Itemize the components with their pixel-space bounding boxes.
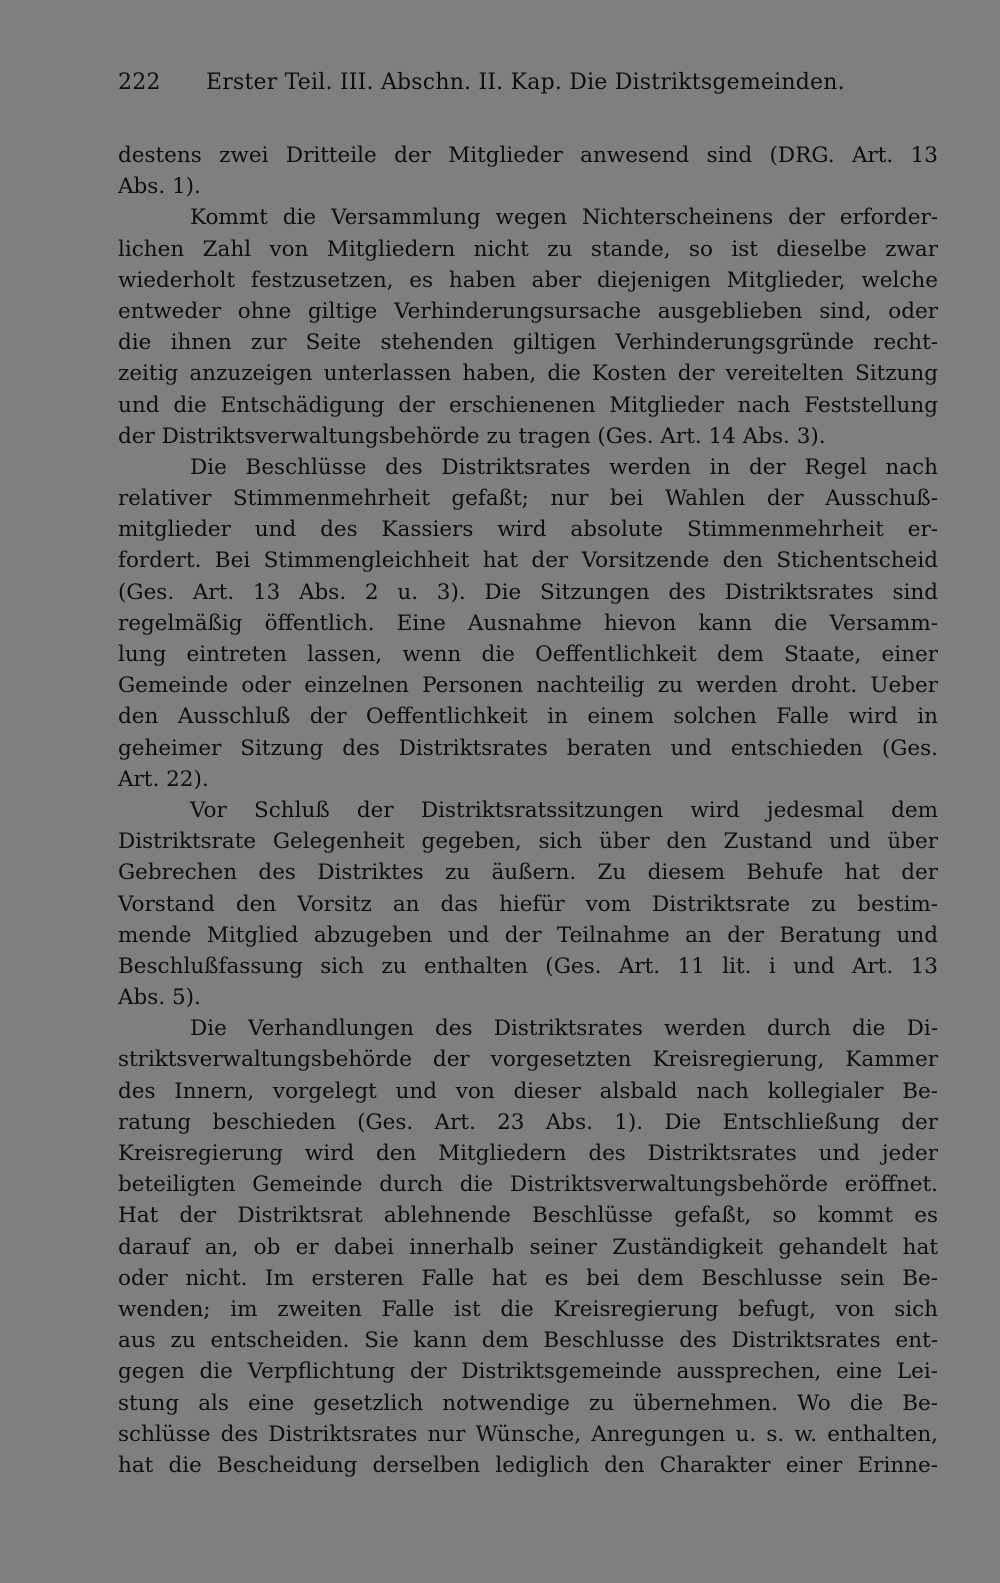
running-head — [118, 70, 878, 110]
text-line: relativer Stimmenmehrheit gefaßt; nur bei Wahlen der Ausschuß- — [118, 486, 938, 512]
text-line: darauf an, ob er dabei innerhalb seiner Zuständigkeit gehandelt hat — [118, 1234, 938, 1260]
text-line: Hat der Distriktsrat ablehnende Beschlüsse gefaßt, so kommt es — [118, 1203, 938, 1229]
body-text — [118, 140, 938, 1481]
text-line: geheimer Sitzung des Distriktsrates beraten und entschieden (Ges. — [118, 735, 938, 761]
text-line: regelmäßig öffentlich. Eine Ausnahme hievon kann die Versamm- — [118, 610, 938, 636]
text-line: zeitig anzuzeigen unterlassen haben, die Kosten der vereitelten Sitzung — [118, 361, 938, 387]
text-line: stung als eine gesetzlich notwendige zu übernehmen. Wo die Be- — [118, 1390, 938, 1416]
text-line: hat die Bescheidung derselben lediglich den Charakter einer Erinne- — [118, 1452, 938, 1478]
text-line: schlüsse des Distriktsrates nur Wünsche, Anregungen u. s. w. enthalten, — [118, 1421, 938, 1447]
text-line: Kreisregierung wird den Mitgliedern des Distriktsrates und jeder — [118, 1141, 938, 1166]
text-line: mende Mitglied abzugeben und der Teilnahme an der Beratung und — [118, 922, 938, 948]
text-line: Art. 22). — [118, 766, 209, 792]
text-line: lung eintreten lassen, wenn die Oeffentlichkeit dem Staate, einer — [118, 642, 938, 667]
text-line: Kommt die Versammlung wegen Nichterscheinens der erforder- — [190, 205, 938, 231]
text-line: Abs. 5). — [118, 985, 201, 1011]
text-line: ratung beschieden (Ges. Art. 23 Abs. 1). Die Entschließung der — [118, 1109, 938, 1135]
text-line: gegen die Verpflichtung der Distriktsgemeinde aussprechen, eine Lei- — [118, 1359, 938, 1385]
text-line: Distriktsrate Gelegenheit gegeben, sich über den Zustand und über — [118, 829, 938, 855]
text-line: (Ges. Art. 13 Abs. 2 u. 3). Die Sitzungen des Distriktsrates sind — [118, 579, 938, 605]
text-line: Gebrechen des Distriktes zu äußern. Zu diesem Behufe hat der — [118, 860, 938, 886]
page-number: 222 — [118, 70, 161, 95]
text-line: Vorstand den Vorsitz an das hiefür vom Distriktsrate zu bestim- — [118, 891, 938, 917]
text-line: entweder ohne giltige Verhinderungsursache ausgeblieben sind, oder — [118, 298, 938, 324]
text-line: destens zwei Dritteile der Mitglieder anwesend sind (DRG. Art. 13 — [118, 143, 938, 168]
text-line: Abs. 1). — [118, 174, 201, 200]
text-line: mitglieder und des Kassiers wird absolute Stimmenmehrheit er- — [118, 517, 938, 543]
text-line: aus zu entscheiden. Sie kann dem Beschlusse des Distriktsrates ent- — [118, 1328, 938, 1354]
text-line: Vor Schluß der Distriktsratssitzungen wird jedesmal dem — [190, 797, 938, 823]
text-line: des Innern, vorgelegt und von dieser alsbald nach kollegialer Be- — [118, 1078, 938, 1104]
text-line: die ihnen zur Seite stehenden giltigen Verhinderungsgründe recht- — [118, 330, 938, 356]
text-line: oder nicht. Im ersteren Falle hat es bei dem Beschlusse sein Be- — [118, 1265, 938, 1291]
text-line: und die Entschädigung der erschienenen Mitglieder nach Feststellung — [118, 392, 938, 418]
text-line: fordert. Bei Stimmengleichheit hat der Vorsitzende den Stichentscheid — [118, 548, 938, 574]
text-line: striktsverwaltungsbehörde der vorgesetzten Kreisregierung, Kammer — [118, 1047, 938, 1073]
text-line: beteiligten Gemeinde durch die Distriktsverwaltungsbehörde eröffnet. — [118, 1172, 938, 1198]
text-line: der Distriktsverwaltungsbehörde zu tragen (Ges. Art. 14 Abs. 3). — [118, 423, 826, 449]
text-line: Gemeinde oder einzelnen Personen nachteilig zu werden droht. Ueber — [118, 673, 938, 699]
text-line: den Ausschluß der Oeffentlichkeit in einem solchen Falle wird in — [118, 704, 938, 730]
text-line: Die Beschlüsse des Distriktsrates werden in der Regel nach — [190, 454, 938, 480]
text-line: Beschlußfassung sich zu enthalten (Ges. Art. 11 lit. i und Art. 13 — [118, 953, 938, 979]
text-line: wiederholt festzusetzen, es haben aber diejenigen Mitglieder, welche — [118, 267, 938, 293]
text-line: wenden; im zweiten Falle ist die Kreisregierung befugt, von sich — [118, 1296, 938, 1322]
text-line: lichen Zahl von Mitgliedern nicht zu stande, so ist dieselbe zwar — [118, 236, 938, 262]
text-line: Die Verhandlungen des Distriktsrates werden durch die Di- — [190, 1016, 938, 1042]
running-title: Erster Teil. III. Abschn. II. Kap. Die Distriktsgemeinden. — [206, 70, 845, 95]
